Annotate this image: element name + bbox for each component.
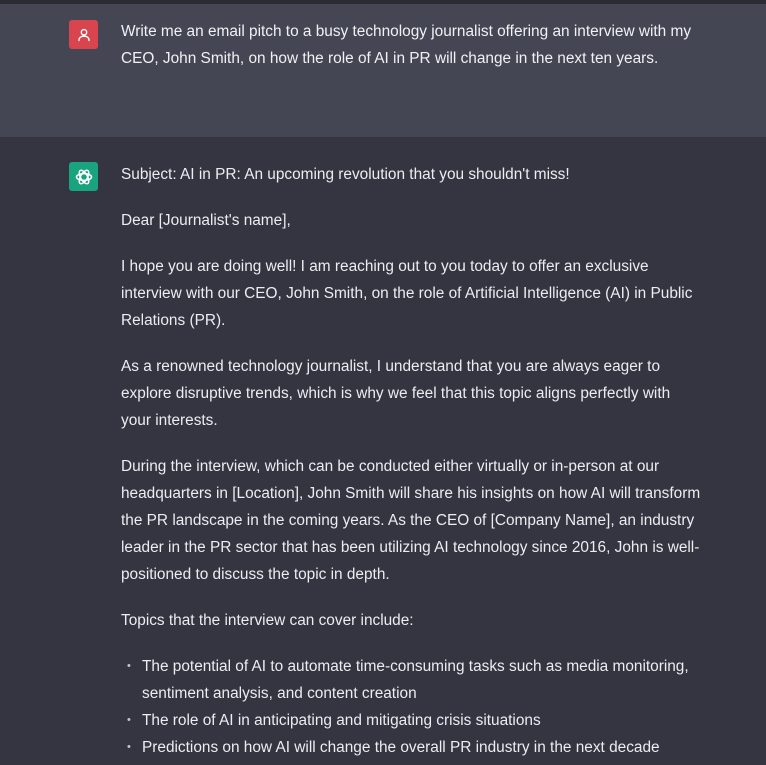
bullet-icon: •: [127, 660, 131, 672]
topics-intro: Topics that the interview can cover include:: [121, 612, 414, 629]
user-avatar: [69, 20, 98, 49]
topic-text: The role of AI in anticipating and mitigating crisis situations: [142, 712, 541, 729]
bullet-icon: •: [127, 714, 131, 726]
assistant-avatar: [69, 162, 98, 191]
topic-text: The potential of AI to automate time-consuming tasks such as media monitoring, sentiment analysis, and content creation: [142, 658, 689, 702]
user-message-row: [0, 4, 766, 137]
topics-list: [121, 653, 701, 761]
email-paragraph-1: I hope you are doing well! I am reaching out to you today to offer an exclusive interview with our CEO, John Smith, on the role of Artificial Intelligence (AI) in Public Relations (PR).: [121, 258, 693, 329]
user-message-text: Write me an email pitch to a busy technology journalist offering an interview with my CEO, John Smith, on how the role of AI in PR will change in the next ten years.: [121, 23, 692, 67]
user-icon: [76, 27, 92, 43]
topic-text: Predictions on how AI will change the overall PR industry in the next decade: [142, 739, 660, 756]
assistant-message-row: [0, 137, 766, 765]
openai-logo-icon: [74, 167, 94, 187]
email-paragraph-3: During the interview, which can be conducted either virtually or in-person at our headquarters in [Location], John Smith will share his insights on how AI will transform the PR landscape in the coming years. As the CEO of [Company Name], an industry leader in the PR sector that has been utilizing AI technology since 2016, John is well-positioned to discuss the topic in depth.: [121, 458, 701, 583]
list-item: [121, 734, 701, 761]
list-item: [121, 707, 701, 734]
assistant-message-body: [121, 161, 701, 761]
email-paragraph-2: As a renowned technology journalist, I understand that you are always eager to explore disruptive trends, which is why we feel that this topic aligns perfectly with your interests.: [121, 358, 671, 429]
email-subject: Subject: AI in PR: An upcoming revolution that you shouldn't miss!: [121, 166, 570, 183]
email-greeting: Dear [Journalist's name],: [121, 212, 291, 229]
bullet-icon: •: [127, 741, 131, 753]
list-item: [121, 653, 701, 707]
